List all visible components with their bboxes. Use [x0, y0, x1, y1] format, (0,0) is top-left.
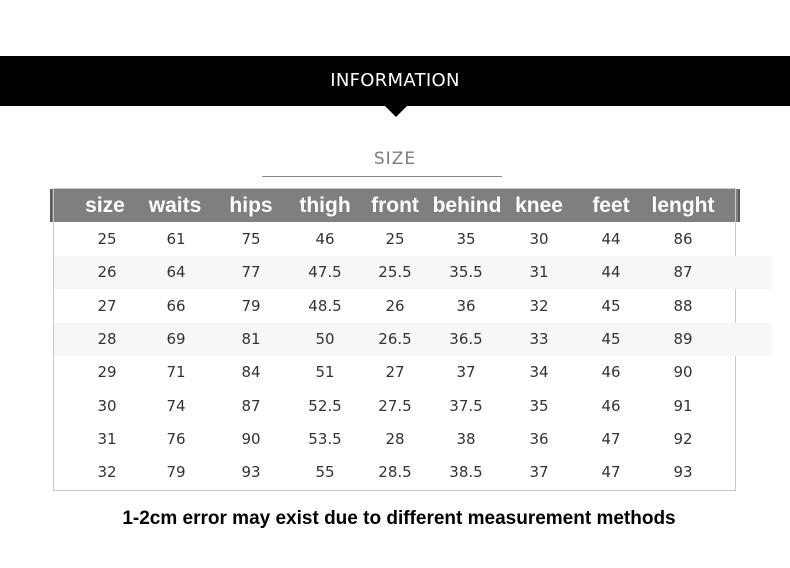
- table-cell-behind: 38: [456, 429, 476, 448]
- table-cell-feet: 45: [601, 329, 621, 348]
- table-cell-size: 31: [97, 429, 117, 448]
- table-cell-front: 25: [385, 230, 405, 248]
- table-cell-hips: 75: [241, 230, 261, 248]
- table-cell-thigh: 46: [315, 230, 335, 248]
- column-header-front: front: [371, 194, 419, 217]
- table-cell-lenght: 92: [673, 429, 693, 448]
- column-header-feet: feet: [592, 194, 630, 217]
- table-row: [54, 456, 735, 489]
- table-cell-knee: 37: [529, 463, 549, 482]
- table-row: [54, 223, 735, 256]
- column-header-waits: waits: [148, 194, 202, 217]
- information-banner: [0, 56, 790, 106]
- table-cell-feet: 44: [601, 230, 621, 248]
- table-row: [54, 323, 735, 356]
- table-cell-thigh: 53.5: [308, 429, 342, 448]
- table-cell-waits: 76: [166, 429, 186, 448]
- table-cell-front: 27.5: [378, 396, 412, 415]
- table-cell-waits: 66: [166, 296, 186, 315]
- table-cell-behind: 35: [456, 230, 476, 248]
- table-cell-size: 32: [97, 463, 117, 482]
- table-cell-lenght: 90: [673, 363, 693, 382]
- table-cell-thigh: 51: [315, 363, 335, 382]
- table-cell-knee: 33: [529, 329, 549, 348]
- table-cell-feet: 46: [601, 363, 621, 382]
- table-cell-hips: 84: [241, 363, 261, 382]
- table-cell-thigh: 47.5: [308, 263, 342, 282]
- measurement-note: 1-2cm error may exist due to different measurement methods: [122, 508, 676, 529]
- table-cell-behind: 37: [456, 363, 476, 382]
- table-cell-waits: 64: [166, 263, 186, 282]
- table-cell-lenght: 86: [673, 230, 693, 248]
- column-header-hips: hips: [229, 194, 273, 217]
- table-cell-knee: 36: [529, 429, 549, 448]
- table-row: [54, 356, 735, 389]
- table-row: [54, 423, 735, 456]
- table-cell-thigh: 48.5: [308, 296, 342, 315]
- table-cell-size: 25: [97, 230, 117, 248]
- table-cell-size: 27: [97, 296, 117, 315]
- table-cell-feet: 45: [601, 296, 621, 315]
- table-cell-thigh: 52.5: [308, 396, 342, 415]
- banner-title: INFORMATION: [330, 70, 460, 91]
- section-divider: [262, 176, 502, 177]
- table-cell-waits: 61: [166, 230, 186, 248]
- table-cell-hips: 79: [241, 296, 261, 315]
- table-cell-feet: 44: [601, 263, 621, 282]
- table-cell-front: 25.5: [378, 263, 412, 282]
- column-header-thigh: thigh: [299, 194, 351, 217]
- table-cell-size: 29: [97, 363, 117, 382]
- table-row: [54, 390, 735, 423]
- table-cell-thigh: 50: [315, 329, 335, 348]
- column-header-knee: knee: [515, 194, 563, 217]
- table-cell-feet: 46: [601, 396, 621, 415]
- table-cell-waits: 79: [166, 463, 186, 482]
- table-cell-behind: 35.5: [449, 263, 483, 282]
- table-cell-lenght: 89: [673, 329, 693, 348]
- table-cell-behind: 37.5: [449, 396, 483, 415]
- column-header-size: size: [85, 194, 125, 217]
- table-cell-lenght: 93: [673, 463, 693, 482]
- table-row: [54, 290, 735, 323]
- table-cell-front: 26: [385, 296, 405, 315]
- table-cell-waits: 69: [166, 329, 186, 348]
- table-cell-knee: 31: [529, 263, 549, 282]
- table-cell-hips: 93: [241, 463, 261, 482]
- table-row: [54, 256, 735, 289]
- table-cell-hips: 81: [241, 329, 261, 348]
- table-cell-waits: 71: [166, 363, 186, 382]
- table-cell-front: 28.5: [378, 463, 412, 482]
- table-cell-knee: 34: [529, 363, 549, 382]
- table-cell-size: 28: [97, 329, 117, 348]
- table-cell-knee: 30: [529, 230, 549, 248]
- table-cell-feet: 47: [601, 429, 621, 448]
- table-cell-lenght: 87: [673, 263, 693, 282]
- table-cell-knee: 32: [529, 296, 549, 315]
- table-cell-size: 26: [97, 263, 117, 282]
- table-cell-hips: 87: [241, 396, 261, 415]
- banner-pointer: [385, 106, 407, 117]
- table-cell-feet: 47: [601, 463, 621, 482]
- table-cell-size: 30: [97, 396, 117, 415]
- table-cell-lenght: 88: [673, 296, 693, 315]
- table-cell-front: 27: [385, 363, 405, 382]
- table-cell-thigh: 55: [315, 463, 335, 482]
- table-cell-lenght: 91: [673, 396, 693, 415]
- table-cell-behind: 36: [456, 296, 476, 315]
- table-cell-front: 26.5: [378, 329, 412, 348]
- section-title: SIZE: [373, 149, 417, 169]
- table-cell-front: 28: [385, 429, 405, 448]
- table-cell-hips: 77: [241, 263, 261, 282]
- column-header-lenght: lenght: [651, 194, 715, 217]
- table-cell-behind: 36.5: [449, 329, 483, 348]
- table-cell-behind: 38.5: [449, 463, 483, 482]
- table-cell-hips: 90: [241, 429, 261, 448]
- column-header-behind: behind: [432, 194, 502, 217]
- table-cell-knee: 35: [529, 396, 549, 415]
- table-cell-waits: 74: [166, 396, 186, 415]
